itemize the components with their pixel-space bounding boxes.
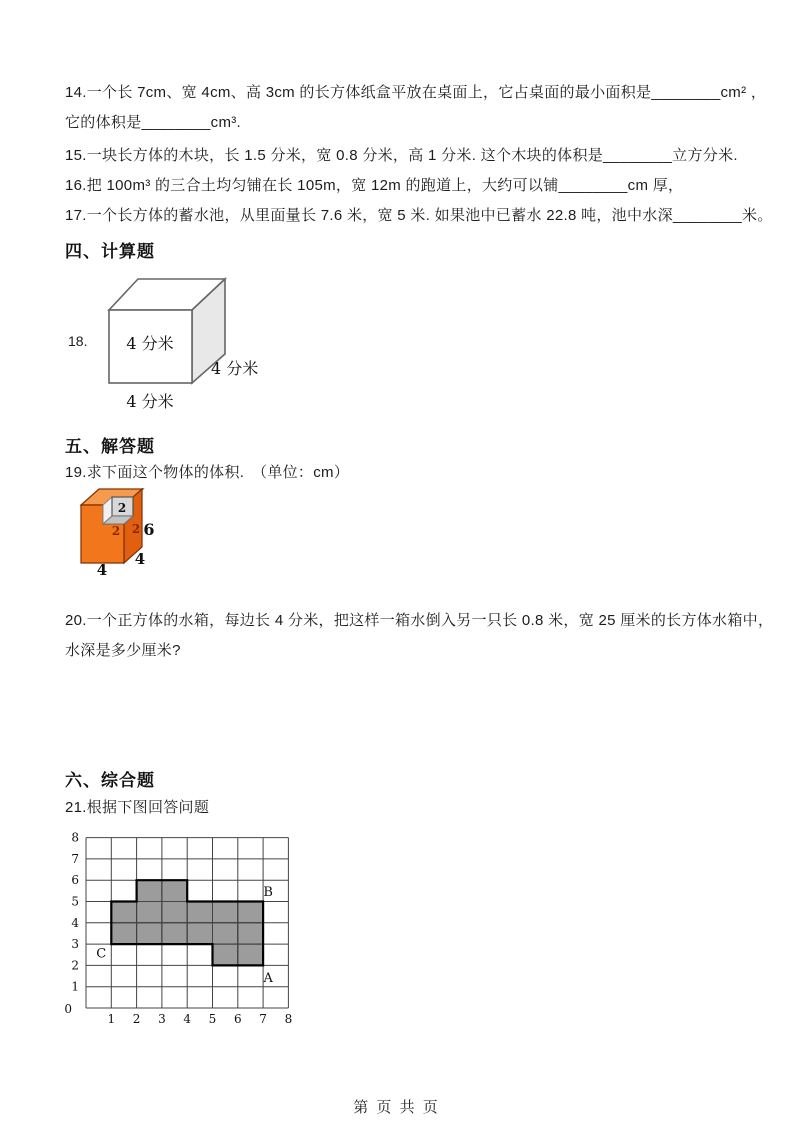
question-17: 17.一个长方体的蓄水池，从里面量长 7.6 米，宽 5 米. 如果池中已蓄水 22.8 吨，池中水深________米。 <box>65 207 773 224</box>
y-tick-label: 5 <box>71 894 79 909</box>
question-18-number: 18. <box>68 333 88 349</box>
question-21: 21.根据下图回答问题 <box>65 799 210 816</box>
section-heading-calculation: 四、计算题 <box>65 242 155 261</box>
point-label-C: C <box>96 946 107 962</box>
shaded-cell <box>238 923 263 944</box>
shaded-cell <box>137 880 162 901</box>
shaded-cell <box>187 902 212 923</box>
cube-width-label: 4 分米 <box>126 392 174 411</box>
coordinate-grid-svg <box>58 828 308 1028</box>
x-tick-label: 3 <box>158 1012 166 1026</box>
notch-height-label: 2 <box>131 522 141 536</box>
point-label-A: A <box>263 971 273 987</box>
y-tick-label: 8 <box>71 830 79 845</box>
x-tick-label: 5 <box>208 1012 217 1026</box>
shaded-cell <box>213 902 238 923</box>
y-tick-label: 1 <box>71 979 79 994</box>
cube-figure <box>95 270 290 422</box>
x-tick-label: 1 <box>107 1012 116 1026</box>
notch-back-label: 2 <box>117 501 127 515</box>
question-19: 19.求下面这个物体的体积. （单位：cm） <box>65 464 350 481</box>
x-tick-label: 8 <box>284 1012 293 1026</box>
shaded-cell <box>162 902 187 923</box>
box-height-label: 6 <box>143 520 155 539</box>
page-footer: 第 页 共 页 <box>353 1099 440 1116</box>
y-tick-label: 7 <box>71 851 79 866</box>
shaded-cell <box>162 923 187 944</box>
shaded-cell <box>238 902 263 923</box>
box-width-label: 4 <box>96 561 108 579</box>
question-14-line-1: 14.一个长 7cm、宽 4cm、高 3cm 的长方体纸盒平放在桌面上，它占桌面的最小面积是________cm² ， <box>65 84 767 101</box>
section-heading-answer: 五、解答题 <box>65 437 155 456</box>
x-tick-label: 4 <box>183 1012 192 1026</box>
y-tick-label: 4 <box>71 915 79 930</box>
shaded-cell <box>187 923 212 944</box>
question-20-line-1: 20.一个正方体的水箱，每边长 4 分米，把这样一箱水倒入另一只长 0.8 米，宽 25 厘米的长方体水箱中， <box>65 612 774 629</box>
question-15: 15.一块长方体的木块，长 1.5 分米，宽 0.8 分米，高 1 分米. 这个木块的体积是________立方分米. <box>65 147 738 164</box>
y-tick-label: 6 <box>71 873 79 888</box>
question-14-line-2: 它的体积是________cm³. <box>65 114 241 131</box>
x-tick-label: 7 <box>259 1012 267 1026</box>
shaded-cell <box>137 902 162 923</box>
shaded-cell <box>162 880 187 901</box>
cube-depth-label: 4 分米 <box>211 359 259 378</box>
question-20-line-2: 水深是多少厘米? <box>65 642 181 659</box>
notch-width-label: 2 <box>111 524 121 538</box>
y-tick-label: 3 <box>71 937 79 952</box>
shaded-cell <box>238 944 263 965</box>
question-16: 16.把 100m³ 的三合土均匀铺在长 105m，宽 12m 的跑道上，大约可以铺________cm 厚， <box>65 177 684 194</box>
x-tick-label: 6 <box>233 1012 242 1026</box>
box-depth-label: 4 <box>134 550 146 568</box>
section-heading-comprehensive: 六、综合题 <box>65 771 155 790</box>
y-tick-label: 2 <box>71 958 79 973</box>
shaded-cell <box>111 923 136 944</box>
shaded-cell <box>213 944 238 965</box>
x-tick-label: 2 <box>132 1012 141 1026</box>
point-label-B: B <box>263 884 273 900</box>
origin-label: 0 <box>64 1002 72 1016</box>
orange-solid-figure <box>73 483 173 588</box>
shaded-cell <box>213 923 238 944</box>
cube-front-label: 4 分米 <box>126 334 174 353</box>
shaded-cell <box>137 923 162 944</box>
shaded-cell <box>111 902 136 923</box>
